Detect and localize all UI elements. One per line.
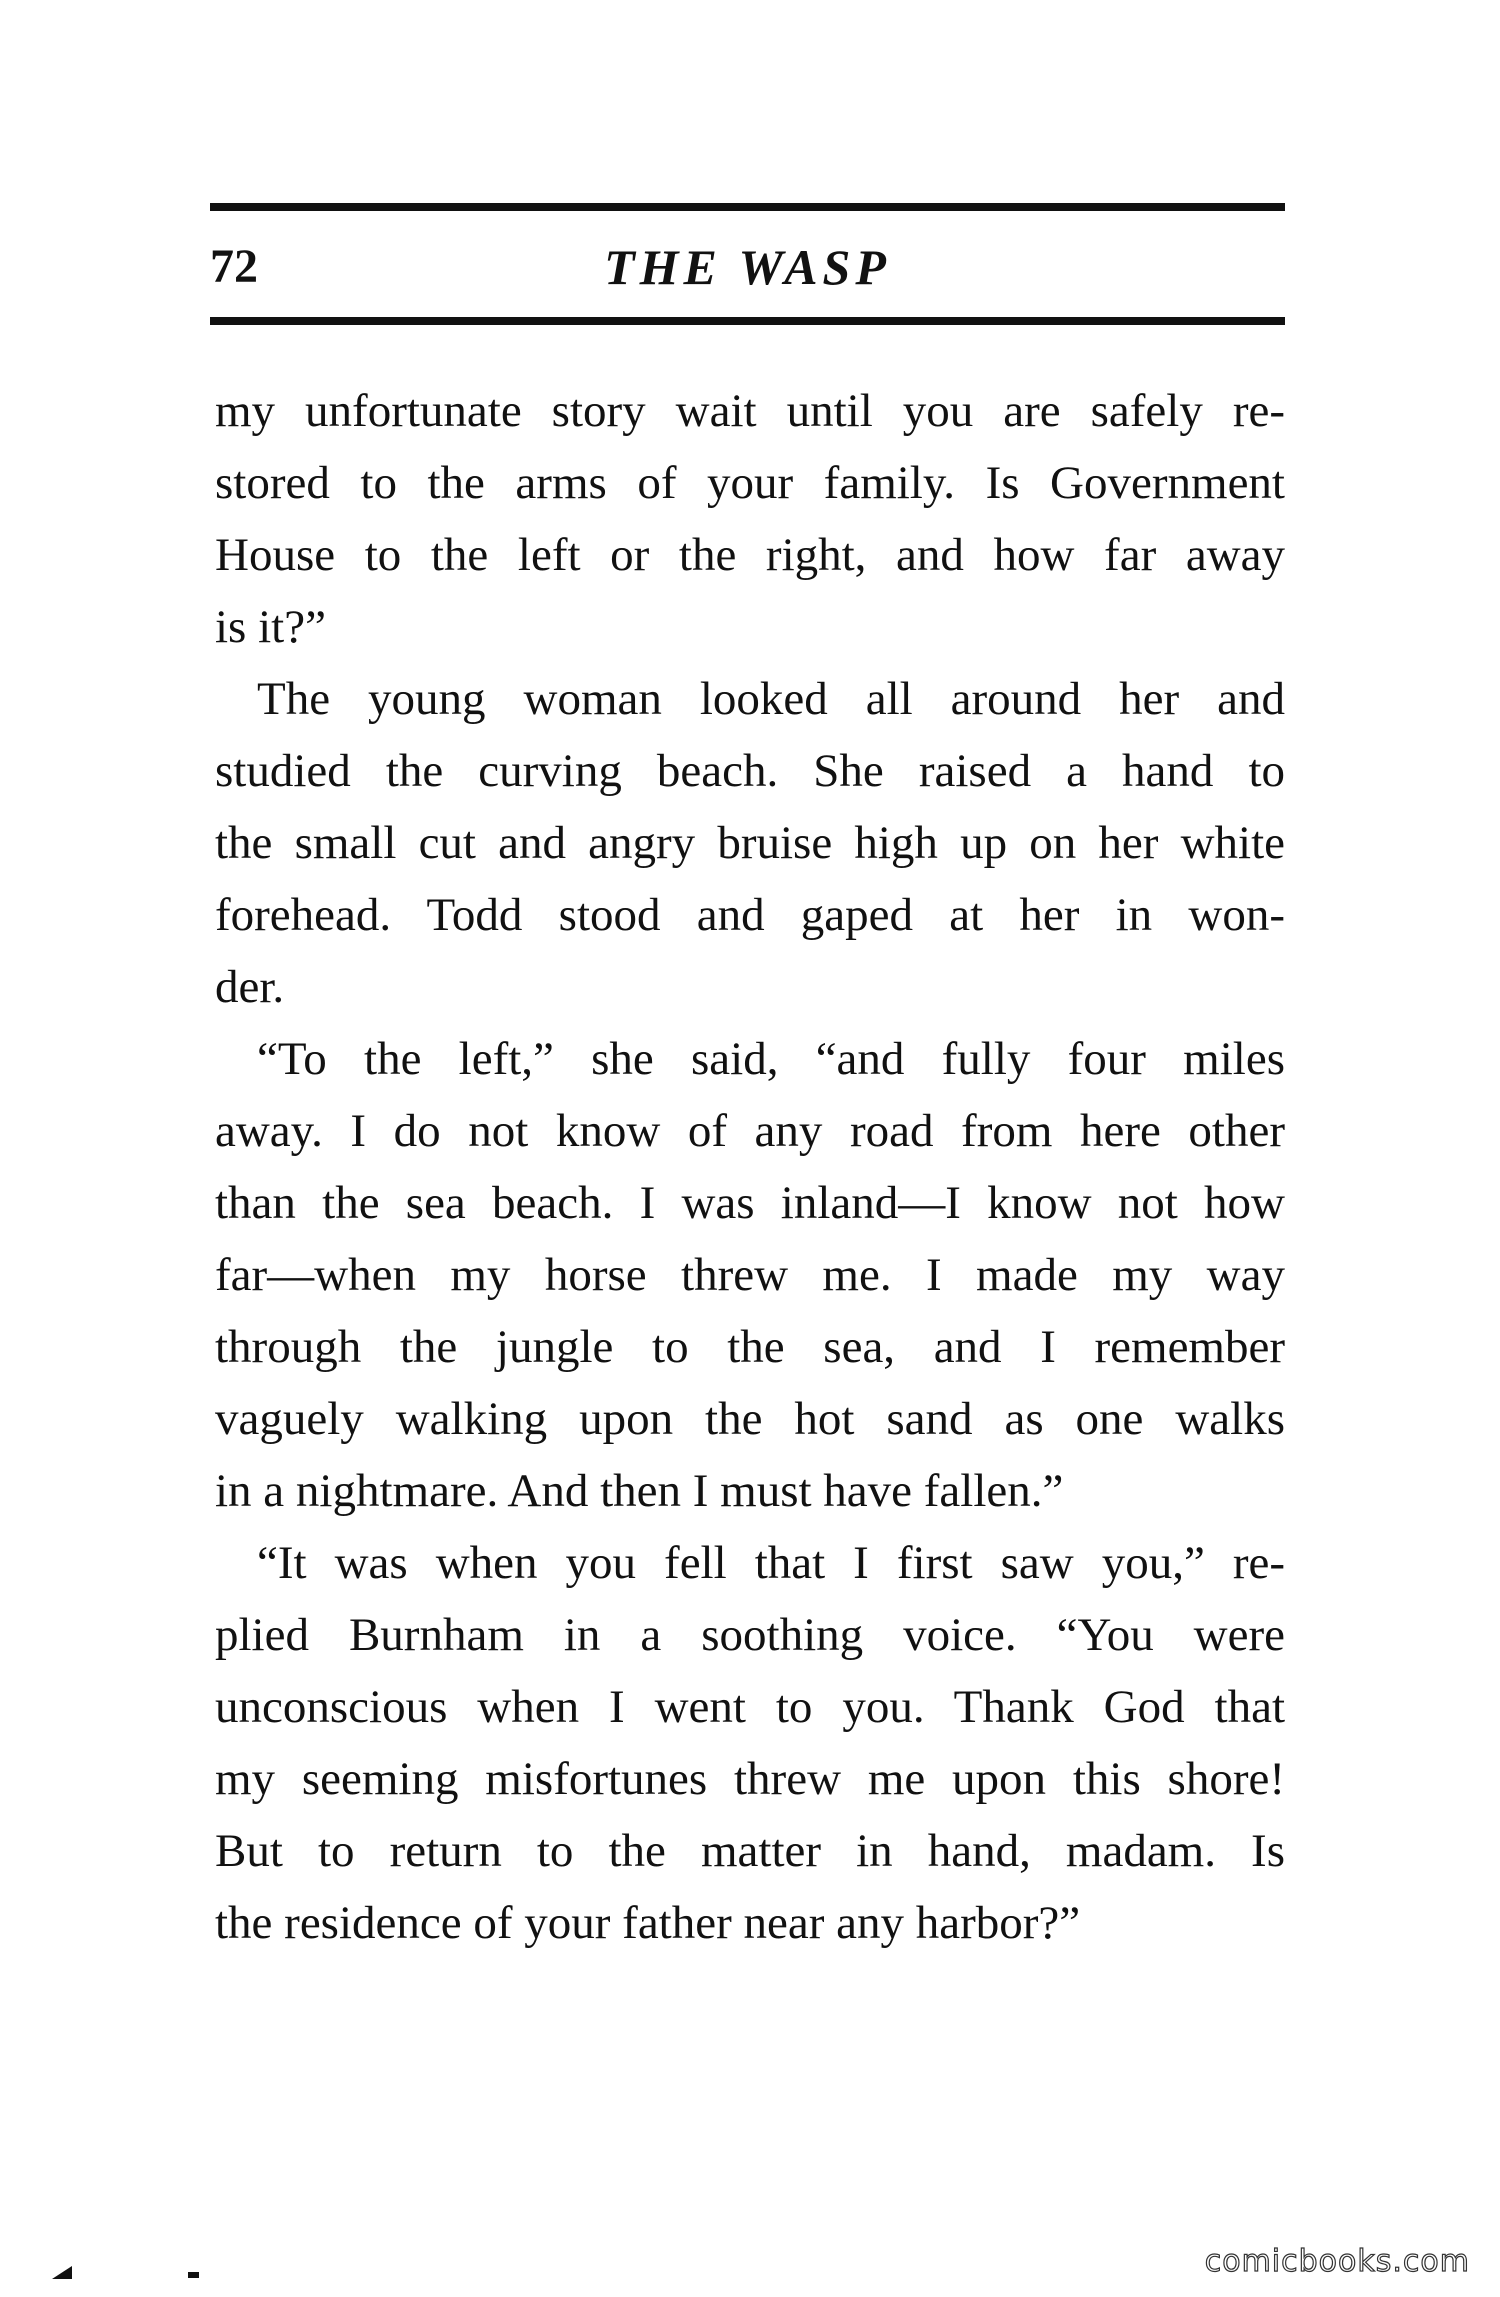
text-line: is it?” (215, 601, 326, 653)
watermark: comicbooks.com (1204, 2244, 1470, 2279)
page-number: 72 (210, 240, 258, 293)
text-line: But to return to the matter in hand, madam. Is (215, 1825, 1285, 1877)
text-line: stored to the arms of your family. Is Government (215, 457, 1285, 509)
scan-mark-icon (52, 2266, 72, 2279)
text-line: away. I do not know of any road from here other (215, 1105, 1285, 1157)
text-line: forehead. Todd stood and gaped at her in won- (215, 889, 1285, 941)
text-line: the small cut and angry bruise high up on her white (215, 817, 1285, 869)
text-line: my unfortunate story wait until you are safely re- (215, 385, 1285, 437)
body-text (215, 375, 1285, 1959)
text-line: The young woman looked all around her and (257, 673, 1285, 725)
text-line: House to the left or the right, and how far away (215, 529, 1285, 581)
text-line: “To the left,” she said, “and fully four miles (257, 1033, 1285, 1085)
scan-mark-icon (188, 2272, 199, 2278)
text-line: the residence of your father near any harbor?” (215, 1897, 1081, 1949)
text-line: my seeming misfortunes threw me upon this shore! (215, 1753, 1285, 1805)
header-bottom-rule (210, 317, 1285, 325)
text-line: vaguely walking upon the hot sand as one walks (215, 1393, 1285, 1445)
text-line: through the jungle to the sea, and I remember (215, 1321, 1285, 1373)
text-line: studied the curving beach. She raised a hand to (215, 745, 1285, 797)
text-line: unconscious when I went to you. Thank God that (215, 1681, 1285, 1733)
text-line: in a nightmare. And then I must have fallen.” (215, 1465, 1064, 1517)
page-header (210, 232, 1285, 302)
text-line: der. (215, 961, 285, 1013)
running-title: THE WASP (604, 239, 891, 295)
text-line: “It was when you fell that I first saw you,” re- (257, 1537, 1285, 1589)
header-top-rule (210, 203, 1285, 211)
text-line: far—when my horse threw me. I made my way (215, 1249, 1285, 1301)
text-line: than the sea beach. I was inland—I know not how (215, 1177, 1285, 1229)
text-line: plied Burnham in a soothing voice. “You were (215, 1609, 1285, 1661)
